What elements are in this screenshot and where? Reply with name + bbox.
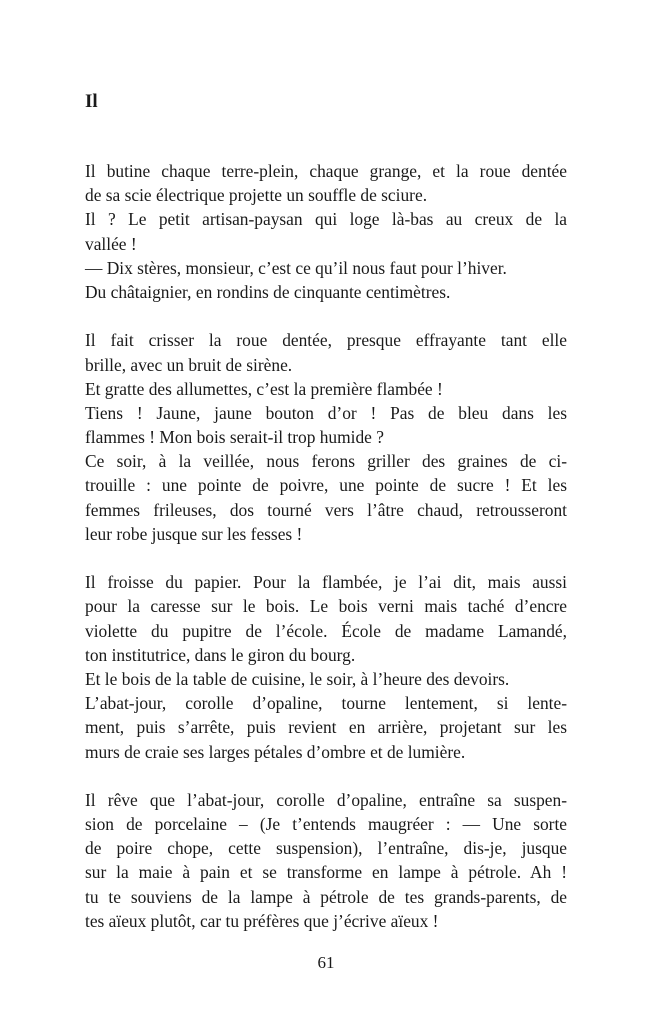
paragraph-4: [85, 788, 567, 933]
chapter-heading: Il: [85, 91, 98, 112]
text-line: vallée !: [85, 233, 137, 254]
text-line: Et le bois de la table de cuisine, le soir, à l’heure des devoirs.: [85, 668, 510, 689]
paragraph-2: [85, 328, 567, 546]
text-line: femmes frileuses, dos tourné vers l’âtre chaud, retrousseront: [85, 499, 567, 520]
text-line: Il butine chaque terre-plein, chaque grange, et la roue dentée: [85, 161, 567, 181]
text-line: ton institutrice, dans le giron du bourg.: [85, 644, 356, 665]
text-line: pour la caresse sur le bois. Le bois verni mais taché d’encre: [85, 596, 567, 617]
text-line: tes aïeux plutôt, car tu préfères que j’écrive aïeux !: [85, 910, 439, 931]
text-line: Ce soir, à la veillée, nous ferons griller des graines de ci-: [85, 451, 567, 472]
text-line: L’abat-jour, corolle d’opaline, tourne lentement, si lente-: [85, 693, 567, 714]
text-line: tu te souviens de la lampe à pétrole de tes grands-parents, de: [85, 886, 567, 907]
text-line: Tiens ! Jaune, jaune bouton d’or ! Pas de bleu dans les: [85, 402, 567, 423]
text-line: Il ? Le petit artisan-paysan qui loge là-bas au creux de la: [85, 209, 567, 230]
text-line: flammes ! Mon bois serait-il trop humide ?: [85, 427, 384, 448]
text-line: sion de porcelaine – (Je t’entends maugréer : — Une sorte: [85, 814, 567, 835]
book-page: [85, 0, 567, 1035]
text-line: leur robe jusque sur les fesses !: [85, 523, 303, 544]
text-line: Il rêve que l’abat-jour, corolle d’opaline, entraîne sa suspen-: [85, 789, 567, 810]
text-line: trouille : une pointe de poivre, une pointe de sucre ! Et les: [85, 475, 567, 496]
text-line: brille, avec un bruit de sirène.: [85, 354, 293, 375]
text-line: de sa scie électrique projette un souffle de sciure.: [85, 185, 428, 206]
paragraph-1: [85, 159, 567, 304]
paragraph-3: [85, 570, 567, 764]
page-number: 61: [317, 953, 335, 972]
text-line: ment, puis s’arrête, puis revient en arrière, projetant sur les: [85, 717, 567, 738]
text-line: sur la maie à pain et se transforme en lampe à pétrole. Ah !: [85, 862, 567, 883]
text-line: Et gratte des allumettes, c’est la première flambée !: [85, 378, 443, 399]
text-line: Du châtaignier, en rondins de cinquante centimètres.: [85, 281, 451, 302]
text-line: Il froisse du papier. Pour la flambée, je l’ai dit, mais aussi: [85, 572, 567, 593]
body-text: [85, 159, 567, 957]
text-line: de poire chope, cette suspension), l’entraîne, dis-je, jusque: [85, 838, 567, 859]
text-line: violette du pupitre de l’école. École de madame Lamandé,: [85, 620, 567, 641]
text-line: — Dix stères, monsieur, c’est ce qu’il nous faut pour l’hiver.: [85, 257, 507, 278]
text-line: murs de craie ses larges pétales d’ombre et de lumière.: [85, 741, 466, 762]
text-line: Il fait crisser la roue dentée, presque effrayante tant elle: [85, 330, 567, 351]
